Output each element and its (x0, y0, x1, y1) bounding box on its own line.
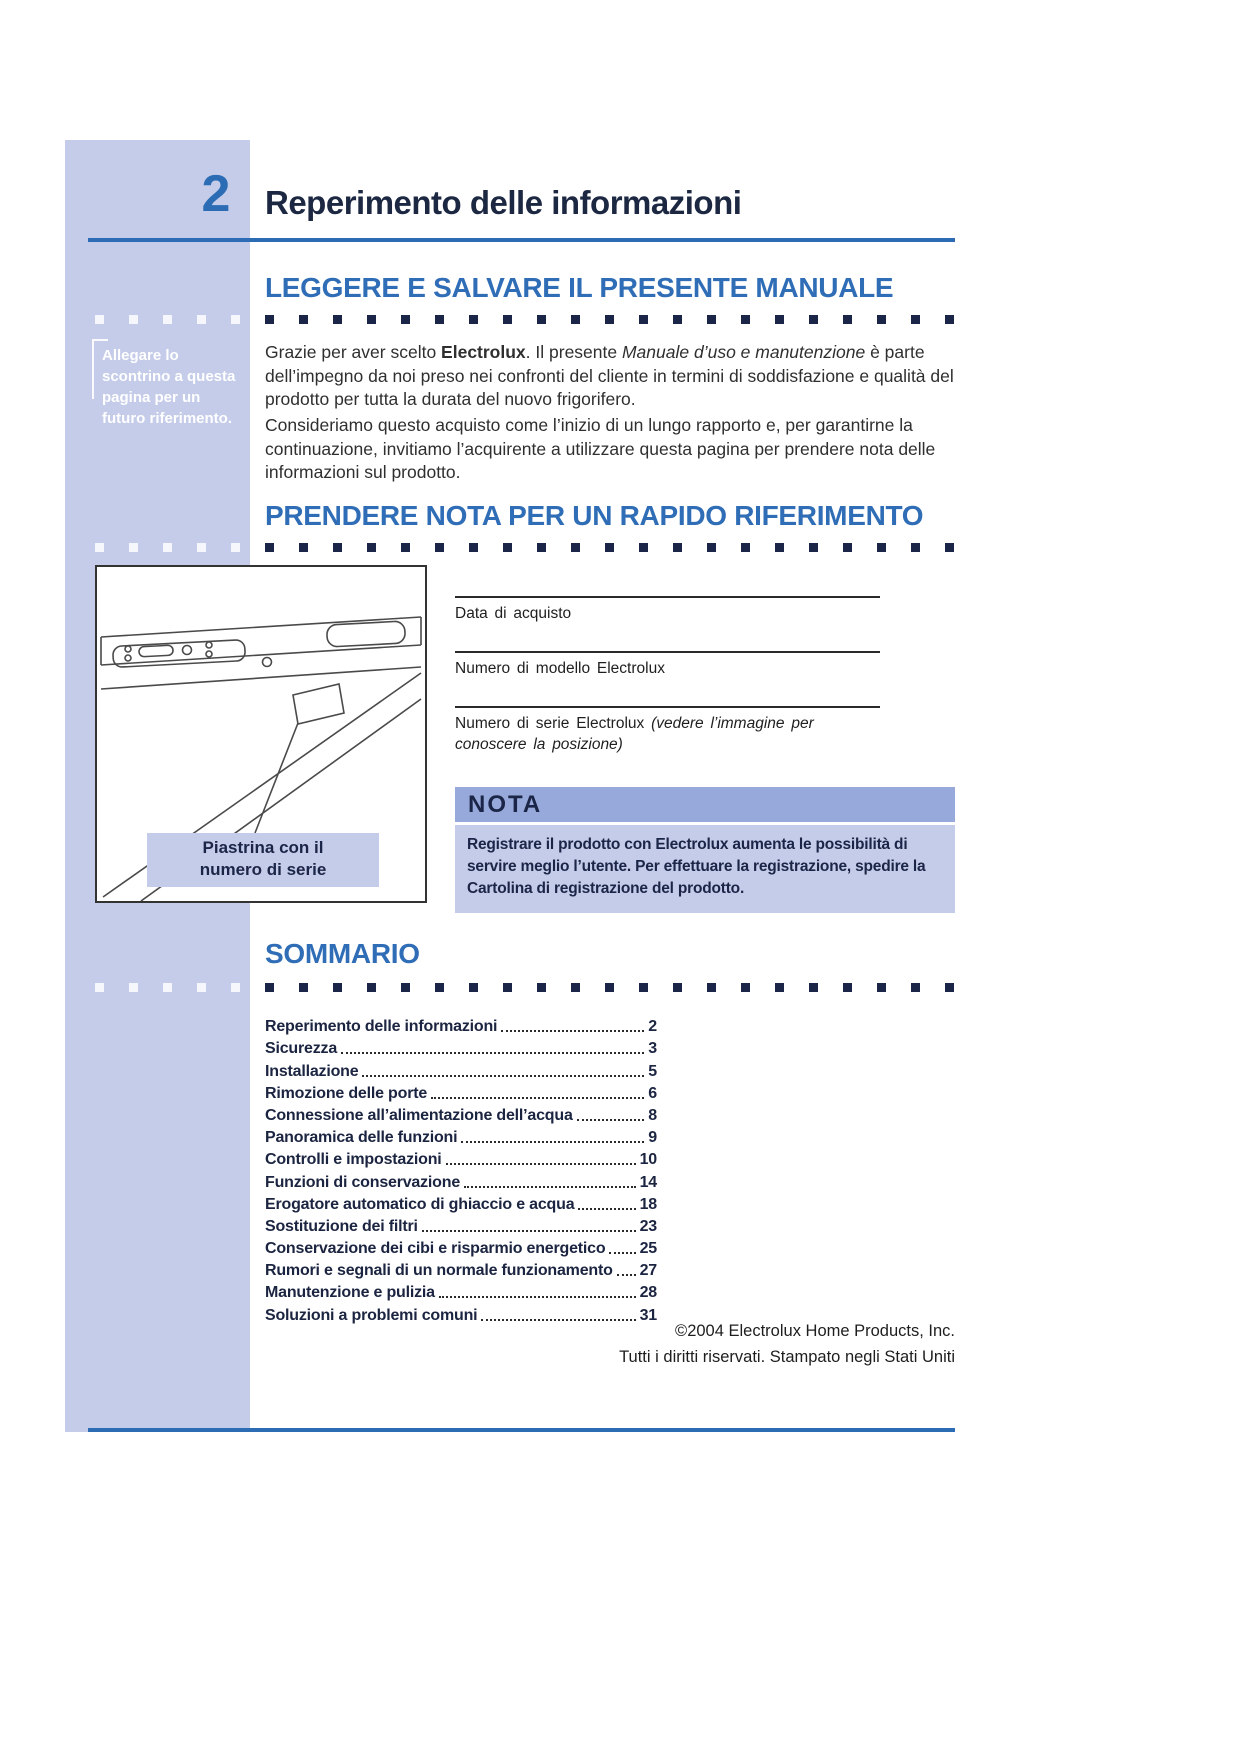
table-of-contents (265, 1014, 657, 1325)
serial-plate-figure (95, 565, 427, 903)
toc-title: Connessione all’alimentazione dell’acqua (265, 1106, 573, 1124)
write-in-line (455, 596, 880, 598)
toc-leader (609, 1252, 635, 1254)
toc-page-number: 27 (639, 1262, 657, 1280)
para1-manual-title: Manuale d’uso e manutenzione (621, 342, 866, 362)
field-label (455, 658, 880, 679)
toc-title: Conservazione dei cibi e risparmio energetico (265, 1240, 606, 1258)
divider-squares (265, 543, 955, 552)
para1-pre: Grazie per aver scelto (265, 342, 442, 362)
field-label-text: Numero di serie Electrolux (455, 715, 652, 732)
toc-leader (501, 1030, 644, 1032)
toc-row (265, 1302, 657, 1324)
section-heading-quick-ref: PRENDERE NOTA PER UN RAPIDO RIFERIMENTO (265, 500, 924, 531)
toc-leader (461, 1141, 644, 1143)
toc-title: Sicurezza (265, 1040, 338, 1058)
toc-row (265, 1014, 657, 1036)
toc-leader (362, 1075, 644, 1077)
toc-page-number: 23 (639, 1217, 657, 1235)
toc-page-number: 25 (639, 1240, 657, 1258)
intro-paragraph-1 (265, 341, 970, 412)
toc-page-number: 28 (639, 1284, 657, 1302)
toc-leader (422, 1230, 636, 1232)
para1-post: è parte dell’impegno da noi preso nei confronti del cliente in termini di soddisfazione e qualità del prodotto per tutta la durata del nuovo frigorifero. (265, 342, 954, 409)
chapter-number: 2 (201, 165, 231, 223)
figure-caption-line1: Piastrina con il (202, 838, 324, 857)
toc-title: Soluzioni a problemi comuni (265, 1306, 478, 1324)
page-title: Reperimento delle informazioni (265, 184, 742, 221)
toc-row (265, 1236, 657, 1258)
divider-squares (265, 315, 955, 324)
toc-row (265, 1058, 657, 1080)
field-label (455, 603, 880, 624)
nota-box (455, 787, 955, 913)
copyright-line2: Tutti i diritti riservati. Stampato negli Stati Uniti (619, 1348, 955, 1366)
toc-page-number: 6 (648, 1084, 657, 1102)
toc-leader (446, 1163, 636, 1165)
toc-page-number: 18 (639, 1195, 657, 1213)
divider-squares-light (95, 543, 245, 552)
toc-page-number: 14 (639, 1173, 657, 1191)
toc-leader (341, 1052, 644, 1054)
toc-title: Reperimento delle informazioni (265, 1018, 498, 1036)
toc-row (265, 1081, 657, 1103)
bottom-rule (88, 1428, 955, 1432)
toc-page-number: 10 (639, 1151, 657, 1169)
toc-row (265, 1103, 657, 1125)
field-label-text: Data di acquisto (455, 605, 572, 622)
sidebar-note: Allegare lo scontrino a questa pagina per un futuro riferimento. (102, 347, 236, 427)
figure-caption (147, 833, 379, 887)
write-in-line (455, 706, 880, 708)
toc-title: Rumori e segnali di un normale funzionamento (265, 1262, 613, 1280)
divider-squares-light (95, 983, 245, 992)
toc-leader (577, 1119, 645, 1121)
toc-page-number: 5 (648, 1062, 657, 1080)
toc-title: Erogatore automatico di ghiaccio e acqua (265, 1195, 575, 1213)
toc-page-number: 31 (639, 1306, 657, 1324)
toc-row (265, 1192, 657, 1214)
copyright-block (619, 1318, 955, 1370)
section-heading-toc: SOMMARIO (265, 938, 420, 969)
toc-page-number: 3 (648, 1040, 657, 1058)
nota-body: Registrare il prodotto con Electrolux aumenta le possibilità di servire meglio l’utente. Per effettuare la registrazione, spedire la Cartolina di registrazione del prodotto. (455, 825, 955, 913)
para1-brand: Electrolux (441, 342, 526, 362)
field-label-italic: (vedere l’immagine per conoscere la posizione) (455, 715, 814, 753)
copyright-line1: ©2004 Electrolux Home Products, Inc. (675, 1322, 955, 1340)
toc-title: Manutenzione e pulizia (265, 1284, 435, 1302)
toc-row (265, 1147, 657, 1169)
toc-leader (481, 1319, 635, 1321)
toc-page-number: 8 (648, 1106, 657, 1124)
field-model-number (455, 651, 880, 679)
toc-title: Rimozione delle porte (265, 1084, 428, 1102)
toc-leader (617, 1274, 636, 1276)
toc-row (265, 1169, 657, 1191)
figure-caption-line2: numero di serie (199, 860, 327, 879)
field-purchase-date (455, 596, 880, 624)
toc-leader (578, 1208, 635, 1210)
toc-title: Sostituzione dei filtri (265, 1217, 418, 1235)
toc-row (265, 1258, 657, 1280)
field-label (455, 713, 880, 755)
toc-title: Funzioni di conservazione (265, 1173, 461, 1191)
intro-paragraph-2: Consideriamo questo acquisto come l’inizio di un lungo rapporto e, per garantirne la continuazione, invitiamo l’acquirente a utilizzare questa pagina per prendere nota delle informazioni sul prodotto. (265, 415, 936, 482)
divider-squares (265, 983, 955, 992)
toc-title: Panoramica delle funzioni (265, 1129, 458, 1147)
field-label-text: Numero di modello Electrolux (455, 660, 665, 677)
field-serial-number (455, 706, 880, 755)
toc-leader (439, 1296, 636, 1298)
divider-squares-light (95, 315, 245, 324)
toc-page-number: 9 (648, 1129, 657, 1147)
toc-row (265, 1280, 657, 1302)
toc-row (265, 1036, 657, 1058)
write-in-line (455, 651, 880, 653)
para1-mid: . Il presente (525, 342, 622, 362)
top-rule (88, 238, 955, 242)
toc-row (265, 1214, 657, 1236)
toc-page-number: 2 (648, 1018, 657, 1036)
toc-leader (431, 1097, 644, 1099)
toc-title: Installazione (265, 1062, 359, 1080)
toc-row (265, 1125, 657, 1147)
nota-title: NOTA (455, 787, 955, 825)
toc-leader (464, 1186, 636, 1188)
section-heading-read-save: LEGGERE E SALVARE IL PRESENTE MANUALE (265, 272, 894, 303)
toc-title: Controlli e impostazioni (265, 1151, 442, 1169)
